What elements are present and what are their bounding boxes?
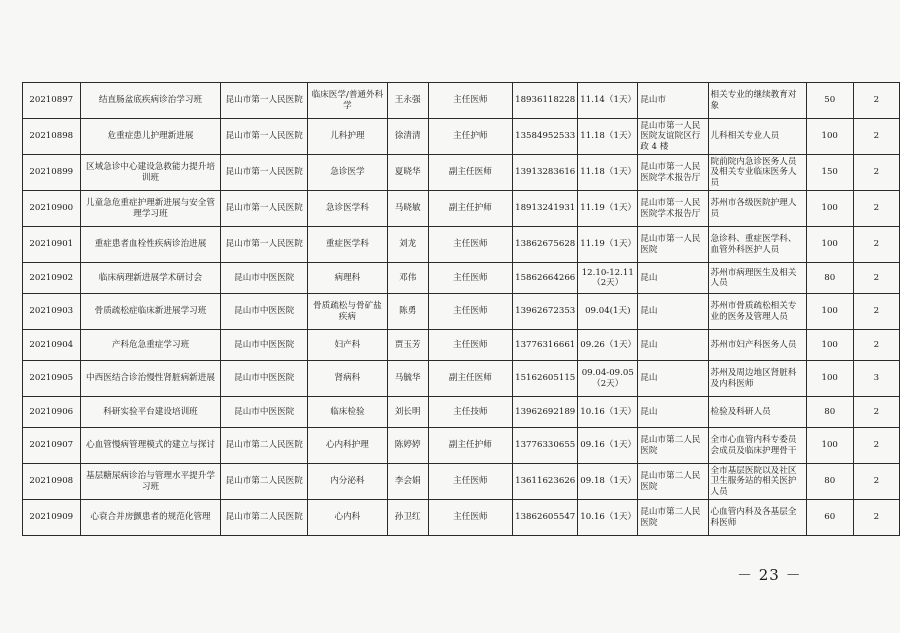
date-cell: 11.19（1天） <box>578 227 638 263</box>
credit-cell: 2 <box>853 119 899 155</box>
department-cell: 临床检验 <box>307 397 387 428</box>
course-id-cell: 20210907 <box>23 428 81 464</box>
audience-cell: 心血管内科及各基层全科医师 <box>708 500 806 536</box>
course-table <box>22 82 900 536</box>
date-cell: 10.16（1天） <box>578 500 638 536</box>
course-id-cell: 20210898 <box>23 119 81 155</box>
department-cell: 骨质疏松与骨矿盐疾病 <box>307 294 387 330</box>
audience-cell: 检验及科研人员 <box>708 397 806 428</box>
attendee-count-cell: 100 <box>806 119 853 155</box>
location-cell: 昆山 <box>638 294 708 330</box>
contact-person-cell: 贾玉芳 <box>387 330 428 361</box>
audience-cell: 苏州市各级医院护理人员 <box>708 191 806 227</box>
course-name-cell: 心血管慢病管理模式的建立与探讨 <box>80 428 221 464</box>
contact-person-cell: 李会娟 <box>387 464 428 500</box>
attendee-count-cell: 50 <box>806 83 853 119</box>
location-cell: 昆山市第二人民医院 <box>638 464 708 500</box>
course-id-cell: 20210901 <box>23 227 81 263</box>
attendee-count-cell: 100 <box>806 330 853 361</box>
date-cell: 12.10-12.11（2天） <box>578 263 638 294</box>
course-id-cell: 20210904 <box>23 330 81 361</box>
date-cell: 10.16（1天） <box>578 397 638 428</box>
course-id-cell: 20210908 <box>23 464 81 500</box>
job-title-cell: 副主任护师 <box>428 191 513 227</box>
course-id-cell: 20210900 <box>23 191 81 227</box>
job-title-cell: 主任技师 <box>428 397 513 428</box>
credit-cell: 2 <box>853 227 899 263</box>
table-row <box>23 464 900 500</box>
table-row <box>23 83 900 119</box>
contact-person-cell: 陈勇 <box>387 294 428 330</box>
course-name-cell: 心衰合并房颤患者的规范化管理 <box>80 500 221 536</box>
job-title-cell: 主任医师 <box>428 263 513 294</box>
phone-cell: 15162605115 <box>513 361 578 397</box>
table-row <box>23 119 900 155</box>
location-cell: 昆山市第一人民医院 <box>638 227 708 263</box>
audience-cell: 苏州市病理医生及相关人员 <box>708 263 806 294</box>
date-cell: 11.19（1天） <box>578 191 638 227</box>
phone-cell: 13776316661 <box>513 330 578 361</box>
location-cell: 昆山 <box>638 397 708 428</box>
location-cell: 昆山 <box>638 361 708 397</box>
attendee-count-cell: 80 <box>806 397 853 428</box>
organization-cell: 昆山市中医医院 <box>221 330 307 361</box>
table-row <box>23 330 900 361</box>
organization-cell: 昆山市中医医院 <box>221 397 307 428</box>
table-row <box>23 191 900 227</box>
audience-cell: 急诊科、重症医学科、血管外科医护人员 <box>708 227 806 263</box>
phone-cell: 18936118228 <box>513 83 578 119</box>
attendee-count-cell: 100 <box>806 227 853 263</box>
organization-cell: 昆山市中医医院 <box>221 294 307 330</box>
credit-cell: 2 <box>853 428 899 464</box>
attendee-count-cell: 100 <box>806 361 853 397</box>
course-name-cell: 儿童急危重症护理新进展与安全管理学习班 <box>80 191 221 227</box>
course-name-cell: 科研实验平台建设培训班 <box>80 397 221 428</box>
audience-cell: 院前院内急诊医务人员及相关专业临床医务人员 <box>708 155 806 191</box>
job-title-cell: 副主任护师 <box>428 428 513 464</box>
organization-cell: 昆山市第一人民医院 <box>221 155 307 191</box>
table-row <box>23 263 900 294</box>
date-cell: 11.14（1天） <box>578 83 638 119</box>
location-cell: 昆山市 <box>638 83 708 119</box>
course-id-cell: 20210906 <box>23 397 81 428</box>
location-cell: 昆山市第一人民医院学术报告厅 <box>638 191 708 227</box>
audience-cell: 相关专业的继续教育对象 <box>708 83 806 119</box>
department-cell: 急诊医学 <box>307 155 387 191</box>
course-id-cell: 20210897 <box>23 83 81 119</box>
phone-cell: 13962672353 <box>513 294 578 330</box>
attendee-count-cell: 100 <box>806 294 853 330</box>
organization-cell: 昆山市中医医院 <box>221 361 307 397</box>
department-cell: 急诊医学科 <box>307 191 387 227</box>
course-name-cell: 结直肠盆底疾病诊治学习班 <box>80 83 221 119</box>
table-row <box>23 500 900 536</box>
department-cell: 临床医学/普通外科学 <box>307 83 387 119</box>
attendee-count-cell: 80 <box>806 263 853 294</box>
organization-cell: 昆山市中医医院 <box>221 263 307 294</box>
job-title-cell: 副主任医师 <box>428 155 513 191</box>
date-cell: 09.16（1天） <box>578 428 638 464</box>
credit-cell: 3 <box>853 361 899 397</box>
table-row <box>23 428 900 464</box>
department-cell: 病理科 <box>307 263 387 294</box>
course-name-cell: 临床病理新进展学术研讨会 <box>80 263 221 294</box>
credit-cell: 2 <box>853 294 899 330</box>
job-title-cell: 主任医师 <box>428 464 513 500</box>
job-title-cell: 主任医师 <box>428 294 513 330</box>
contact-person-cell: 刘长明 <box>387 397 428 428</box>
organization-cell: 昆山市第一人民医院 <box>221 83 307 119</box>
department-cell: 内分泌科 <box>307 464 387 500</box>
table-row <box>23 227 900 263</box>
location-cell: 昆山市第二人民医院 <box>638 428 708 464</box>
job-title-cell: 主任医师 <box>428 500 513 536</box>
department-cell: 心内科 <box>307 500 387 536</box>
contact-person-cell: 邓伟 <box>387 263 428 294</box>
credit-cell: 2 <box>853 464 899 500</box>
course-name-cell: 基层糖尿病诊治与管理水平提升学习班 <box>80 464 221 500</box>
organization-cell: 昆山市第二人民医院 <box>221 500 307 536</box>
phone-cell: 15862664266 <box>513 263 578 294</box>
organization-cell: 昆山市第二人民医院 <box>221 428 307 464</box>
job-title-cell: 主任医师 <box>428 83 513 119</box>
audience-cell: 苏州及周边地区肾脏科及内科医师 <box>708 361 806 397</box>
organization-cell: 昆山市第一人民医院 <box>221 227 307 263</box>
attendee-count-cell: 100 <box>806 191 853 227</box>
date-cell: 11.18（1天） <box>578 155 638 191</box>
phone-cell: 13611623626 <box>513 464 578 500</box>
contact-person-cell: 孙卫红 <box>387 500 428 536</box>
date-cell: 11.18（1天） <box>578 119 638 155</box>
phone-cell: 13962692189 <box>513 397 578 428</box>
course-name-cell: 重症患者血栓性疾病诊治进展 <box>80 227 221 263</box>
contact-person-cell: 王永强 <box>387 83 428 119</box>
department-cell: 重症医学科 <box>307 227 387 263</box>
course-name-cell: 中西医结合诊治慢性肾脏病新进展 <box>80 361 221 397</box>
location-cell: 昆山 <box>638 330 708 361</box>
audience-cell: 儿科相关专业人员 <box>708 119 806 155</box>
job-title-cell: 主任医师 <box>428 330 513 361</box>
audience-cell: 全市基层医院以及社区卫生服务站的相关医护人员 <box>708 464 806 500</box>
credit-cell: 2 <box>853 155 899 191</box>
job-title-cell: 主任护师 <box>428 119 513 155</box>
phone-cell: 13862675628 <box>513 227 578 263</box>
course-id-cell: 20210909 <box>23 500 81 536</box>
course-id-cell: 20210902 <box>23 263 81 294</box>
department-cell: 儿科护理 <box>307 119 387 155</box>
phone-cell: 18913241931 <box>513 191 578 227</box>
phone-cell: 13584952533 <box>513 119 578 155</box>
audience-cell: 苏州市妇产科医务人员 <box>708 330 806 361</box>
date-cell: 09.04(1天) <box>578 294 638 330</box>
course-name-cell: 产科危急重症学习班 <box>80 330 221 361</box>
table-row <box>23 397 900 428</box>
course-id-cell: 20210899 <box>23 155 81 191</box>
date-cell: 09.04-09.05（2天） <box>578 361 638 397</box>
phone-cell: 13913283616 <box>513 155 578 191</box>
location-cell: 昆山市第一人民医院友谊院区行政 4 楼 <box>638 119 708 155</box>
contact-person-cell: 刘龙 <box>387 227 428 263</box>
attendee-count-cell: 150 <box>806 155 853 191</box>
department-cell: 妇产科 <box>307 330 387 361</box>
credit-cell: 2 <box>853 397 899 428</box>
page-number: － 23 － <box>737 566 802 584</box>
credit-cell: 2 <box>853 500 899 536</box>
table-row <box>23 294 900 330</box>
course-name-cell: 骨质疏松症临床新进展学习班 <box>80 294 221 330</box>
table-row <box>23 361 900 397</box>
contact-person-cell: 马晓敏 <box>387 191 428 227</box>
credit-cell: 2 <box>853 330 899 361</box>
job-title-cell: 副主任医师 <box>428 361 513 397</box>
organization-cell: 昆山市第二人民医院 <box>221 464 307 500</box>
contact-person-cell: 陈婷婷 <box>387 428 428 464</box>
department-cell: 心内科护理 <box>307 428 387 464</box>
date-cell: 09.18（1天） <box>578 464 638 500</box>
credit-cell: 2 <box>853 191 899 227</box>
attendee-count-cell: 80 <box>806 464 853 500</box>
phone-cell: 13776330655 <box>513 428 578 464</box>
contact-person-cell: 马毓华 <box>387 361 428 397</box>
course-id-cell: 20210903 <box>23 294 81 330</box>
phone-cell: 13862605547 <box>513 500 578 536</box>
course-name-cell: 危重症患儿护理新进展 <box>80 119 221 155</box>
attendee-count-cell: 60 <box>806 500 853 536</box>
course-id-cell: 20210905 <box>23 361 81 397</box>
course-name-cell: 区域急诊中心建设急救能力提升培训班 <box>80 155 221 191</box>
audience-cell: 苏州市骨质疏松相关专业的医务及管理人员 <box>708 294 806 330</box>
table-row <box>23 155 900 191</box>
location-cell: 昆山市第一人民医院学术报告厅 <box>638 155 708 191</box>
location-cell: 昆山 <box>638 263 708 294</box>
contact-person-cell: 夏晓华 <box>387 155 428 191</box>
attendee-count-cell: 100 <box>806 428 853 464</box>
credit-cell: 2 <box>853 263 899 294</box>
contact-person-cell: 徐清清 <box>387 119 428 155</box>
location-cell: 昆山市第二人民医院 <box>638 500 708 536</box>
department-cell: 肾病科 <box>307 361 387 397</box>
credit-cell: 2 <box>853 83 899 119</box>
job-title-cell: 主任医师 <box>428 227 513 263</box>
organization-cell: 昆山市第一人民医院 <box>221 191 307 227</box>
organization-cell: 昆山市第一人民医院 <box>221 119 307 155</box>
audience-cell: 全市心血管内科专委员会成员及临床护理骨干 <box>708 428 806 464</box>
date-cell: 09.26（1天） <box>578 330 638 361</box>
